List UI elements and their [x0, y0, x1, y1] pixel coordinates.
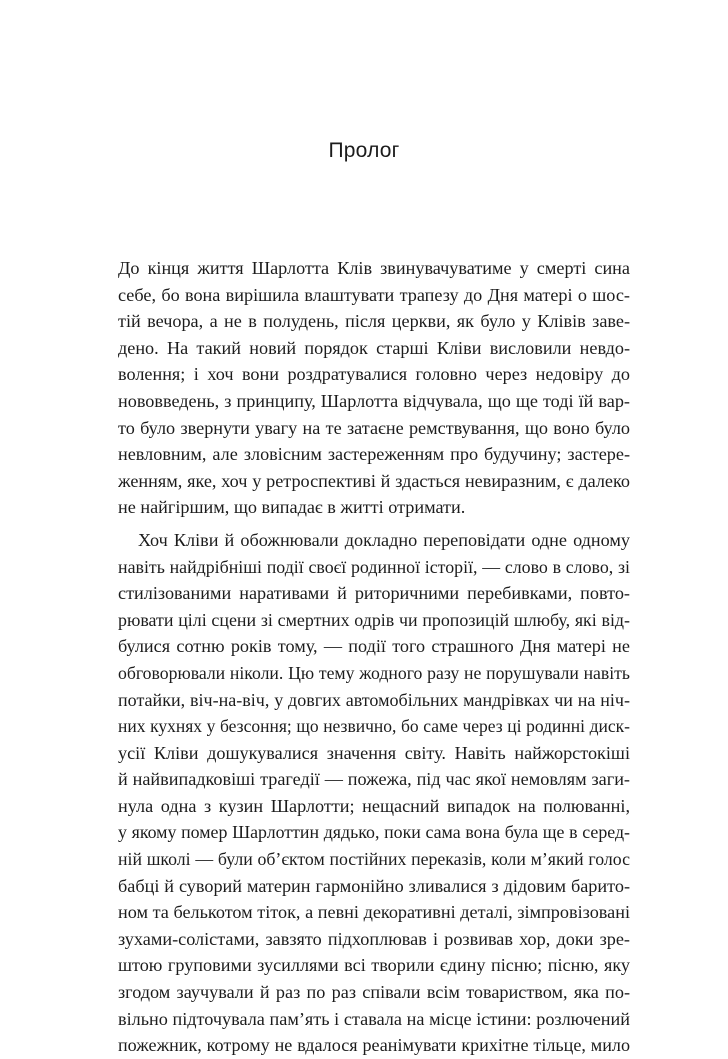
text-line: у якому помер Шарлоттин дядько, поки сама вона була ще в серед-	[118, 822, 630, 843]
text-line: усії Кліви дошукувалися значення світу. Навіть найжорстокіші	[118, 742, 630, 763]
text-line: нововведень, з принципу, Шарлотта відчувала, що ще тоді їй вар-	[118, 390, 630, 411]
text-line: штою груповими зусиллями всі творили єдину пісню; пісню, яку	[118, 955, 630, 976]
text-line: то було звернути увагу на те затаєне ремствування, що воно було	[118, 417, 630, 438]
text-line: обговорювали ніколи. Цю тему жодного разу не порушували навіть	[118, 662, 630, 683]
chapter-title: Пролог	[328, 139, 400, 162]
text-line: й найвипадковіші трагедії — пожежа, під час якої немовлям заги-	[118, 769, 630, 790]
paragraph-2	[118, 527, 630, 1059]
text-line: вільно підточувала пам’ять і ставала на місце істини: розлючений	[118, 1008, 630, 1029]
text-line: До кінця життя Шарлотта Клів звинувачуватиме у смерті сина	[118, 258, 630, 278]
text-line: стилізованими наративами й риторичними перебивками, повто-	[118, 583, 630, 604]
text-line: волення; і хоч вони роздратувалися головно через недовіру до	[118, 364, 630, 385]
text-line: пожежник, котрому не вдалося реанімувати крихітне тільце, мило	[118, 1035, 630, 1056]
text-line: не найгіршим, що випадає в житті отримати.	[118, 497, 466, 518]
text-line: потайки, віч-на-віч, у довгих автомобільних мандрівках чи на ніч-	[118, 689, 630, 710]
text-line: ній школі — були об’єктом постійних переказів, коли м’який голос	[118, 849, 630, 870]
text-line: невловним, але зловісним застереженням про будучину; застере-	[118, 444, 630, 465]
text-line: них кухнях у безсоння; що незвично, бо саме через ці родинні диск-	[118, 716, 630, 737]
text-line: булися сотню років тому, — події того страшного Дня матері не	[118, 636, 630, 657]
text-line: бабці й суворий материн гармонійно зливалися з дідовим барито-	[118, 875, 630, 896]
paragraph-1	[118, 255, 630, 521]
text-line: нула одна з кузин Шарлотти; нещасний випадок на полюванні,	[118, 795, 630, 816]
text-line: зухами-солістами, завзято підхоплював і розвивав хор, доки зре-	[118, 928, 630, 949]
text-line: дено. На такий новий порядок старші Кліви висловили невдо-	[118, 337, 630, 358]
text-line: себе, бо вона вирішила влаштувати трапезу до Дня матері о шос-	[118, 284, 630, 305]
text-line: тій вечора, а не в полудень, після церкви, як було у Клівів заве-	[118, 311, 630, 332]
text-line: згодом заучували й раз по раз співали всім товариством, яка по-	[118, 982, 630, 1003]
text-line: женням, яке, хоч у ретроспективі й здасться невиразним, є далеко	[118, 470, 630, 491]
text-line: Хоч Кліви й обожнювали докладно переповідати одне одному	[138, 529, 630, 550]
chapter-body	[118, 255, 630, 1059]
text-line: рювати цілі сцени зі смертних одрів чи пропозицій шлюбу, які від-	[118, 609, 630, 630]
text-line: ном та белькотом тіток, а певні декоративні деталі, зімпровізовані	[118, 902, 630, 923]
text-line: навіть найдрібніші події своєї родинної історії, — слово в слово, зі	[118, 556, 630, 577]
